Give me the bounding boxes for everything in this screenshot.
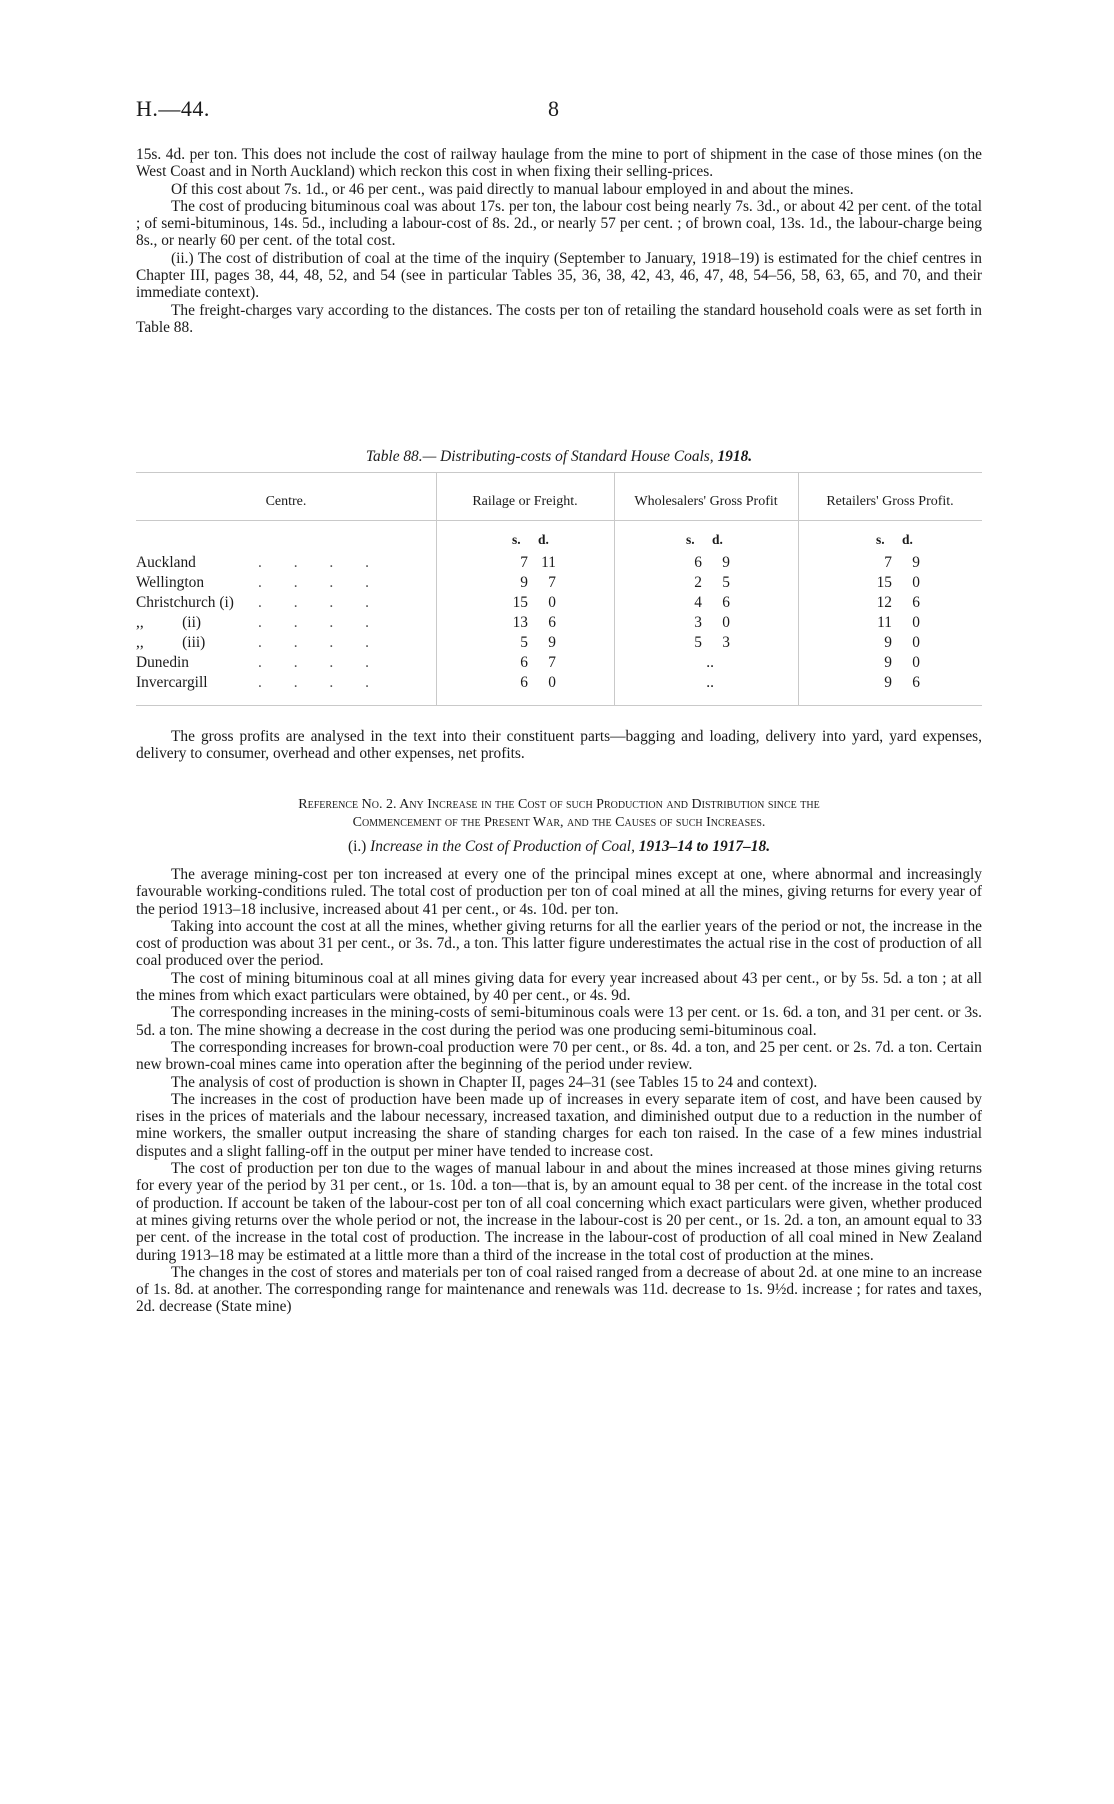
- unit-pence: d.: [712, 532, 723, 547]
- cell-centre: Auckland: [136, 554, 196, 571]
- main-text: [136, 866, 982, 1316]
- cell-rail-s: 7: [520, 554, 528, 571]
- cell-rail-s: 5: [520, 634, 528, 651]
- leader-dots: . . . .: [258, 574, 383, 591]
- table-header-rule: [136, 520, 982, 521]
- paragraph: The increases in the cost of production have been made up of increases in every separate item of cost, and have been caused by rises in the prices of materials and the labour necessary, increased taxation, and diminished output due to a reduction in the number of mine workers, the smaller output increasing the share of standing charges for each ton raised. In the case of a few mines industrial disputes and a slight falling-off in the output per miner have tended to increase cost.: [136, 1090, 982, 1160]
- leader-dots: . . . .: [258, 654, 383, 671]
- cell-whole-s: 2: [694, 574, 702, 591]
- cell-retail-d: 9: [912, 554, 920, 571]
- reference-subheading: [136, 838, 982, 856]
- cell-whole-s: 4: [694, 594, 702, 611]
- table-row: [136, 634, 982, 652]
- paragraph: The freight-charges vary according to the distances. The costs per ton of retailing the standard household coals were as set forth in Table 88.: [136, 301, 982, 336]
- cell-rail-d: 9: [548, 634, 556, 651]
- table-row: [136, 614, 982, 632]
- cell-whole-d: 6: [722, 594, 730, 611]
- cell-whole-s: 3: [694, 614, 702, 631]
- leader-dots: . . . .: [258, 594, 383, 611]
- subheading-number: (i.): [347, 838, 367, 855]
- subheading-title: Increase in the Cost of Production of Coal,: [370, 838, 635, 855]
- paragraph: The gross profits are analysed in the text into their constituent parts—bagging and loading, delivery into yard, yard expenses, delivery to consumer, overhead and other expenses, net profits.: [136, 728, 982, 763]
- table-row: [136, 654, 982, 672]
- cell-retail-d: 0: [912, 634, 920, 651]
- paragraph: The cost of mining bituminous coal at all mines giving data for every year increased about 43 per cent., or by 5s. 5d. a ton ; at all the mines from which exact particulars were obtained, by 40 per cent., or 4s. 9d.: [136, 969, 982, 1005]
- cell-rail-s: 15: [512, 594, 528, 611]
- cell-whole-s: 5: [694, 634, 702, 651]
- table-row: [136, 674, 982, 692]
- cell-rail-s: 6: [520, 674, 528, 691]
- unit-pence: d.: [902, 532, 913, 547]
- paragraph: The average mining-cost per ton increased at every one of the principal mines except at one, where abnormal and increasingly favourable working-conditions ruled. The total cost of production per ton of coal mined at all the mines, giving returns for every year of the period 1913–18 inclusive, increased about 41 per cent., or 4s. 10d. per ton.: [136, 866, 982, 918]
- intro-text: [136, 146, 982, 336]
- table-row: [136, 594, 982, 612]
- leader-dots: . . . .: [258, 614, 383, 631]
- cell-retail-d: 6: [912, 594, 920, 611]
- cell-rail-d: 7: [548, 654, 556, 671]
- cell-centre: ,, (ii): [136, 614, 201, 631]
- cell-rail-d: 0: [548, 594, 556, 611]
- unit-pence: d.: [538, 532, 549, 547]
- paragraph: The analysis of cost of production is shown in Chapter II, pages 24–31 (see Tables 15 to 24 and context).: [171, 1073, 818, 1091]
- cell-rail-d: 0: [548, 674, 556, 691]
- table-title: [136, 448, 982, 466]
- leader-dots: . . . .: [258, 674, 383, 691]
- cell-retail-s: 9: [884, 654, 892, 671]
- cell-rail-d: 6: [548, 614, 556, 631]
- table-bottom-rule: [136, 705, 982, 706]
- paragraph: Of this cost about 7s. 1d., or 46 per cent., was paid directly to manual labour employed in and about the mines.: [171, 180, 854, 198]
- running-head: H.—44.: [136, 96, 210, 121]
- cell-whole-s: 6: [694, 554, 702, 571]
- cell-whole-d: 9: [722, 554, 730, 571]
- paragraph: (ii.) The cost of distribution of coal at the time of the inquiry (September to January, 1918–19) is estimated for the chief centres in Chapter III, pages 38, 44, 48, 52, and 54 (see in particular Tables 35, 36, 38, 42, 43, 46, 47, 48, 54–56, 58, 63, 65, and 70, and their immediate context).: [136, 249, 982, 302]
- cell-centre: Dunedin: [136, 654, 190, 671]
- paragraph: The cost of producing bituminous coal was about 17s. per ton, the labour cost being nearly 7s. 3d., or about 42 per cent. of the total ; of semi-bituminous, 14s. 5d., including a labour-cost of 8s. 2d., or nearly 57 per cent. ; of brown coal, 13s. 1d., the labour-charge being 8s., or nearly 60 per cent. of the total cost.: [136, 197, 982, 250]
- cell-retail-s: 12: [876, 594, 892, 611]
- cell-retail-d: 0: [912, 574, 920, 591]
- column-header-retailers: Retailers' Gross Profit.: [826, 494, 954, 509]
- paragraph: Taking into account the cost at all the mines, whether giving returns for all the earlier years of the period or not, the increase in the cost of production was about 31 per cent., or 3s. 7d., a ton. This latter figure underestimates the actual rise in the cost of production of all coal produced over the period.: [136, 917, 982, 970]
- table-title-year: 1918.: [717, 448, 753, 465]
- cell-retail-s: 9: [884, 634, 892, 651]
- cell-centre: ,, (iii): [136, 634, 206, 651]
- column-header-railage: Railage or Freight.: [472, 494, 578, 509]
- reference-heading: [136, 796, 982, 832]
- cell-whole-d: 5: [722, 574, 730, 591]
- leader-dots: . . . .: [258, 554, 383, 571]
- table-note: [136, 728, 982, 763]
- cell-rail-d: 7: [548, 574, 556, 591]
- cell-retail-s: 7: [884, 554, 892, 571]
- cell-retail-s: 11: [877, 614, 892, 631]
- cell-retail-d: 6: [912, 674, 920, 691]
- cell-rail-s: 6: [520, 654, 528, 671]
- paragraph: The corresponding increases for brown-coal production were 70 per cent., or 8s. 4d. a ton, and 25 per cent. or 2s. 7d. a ton. Certain new brown-coal mines came into operation after the beginning of the period under review.: [136, 1038, 982, 1074]
- cell-retail-d: 0: [912, 654, 920, 671]
- cell-whole-d: 0: [722, 614, 730, 631]
- cell-centre: Invercargill: [136, 674, 208, 691]
- cell-rail-s: 13: [512, 614, 528, 631]
- column-header-wholesalers: Wholesalers' Gross Profit: [634, 494, 778, 509]
- table-row: [136, 574, 982, 592]
- cell-whole-s: ..: [706, 674, 714, 691]
- paragraph: 15s. 4d. per ton. This does not include the cost of railway haulage from the mine to port of shipment in the case of those mines (on the West Coast and in North Auckland) which reckon this cost in when fixing their selling-prices.: [136, 146, 982, 181]
- cell-retail-s: 9: [884, 674, 892, 691]
- unit-shillings: s.: [512, 532, 521, 547]
- subheading-years: 1913–14 to 1917–18.: [638, 838, 771, 855]
- column-header-centre: Centre.: [265, 494, 307, 509]
- unit-shillings: s.: [686, 532, 695, 547]
- cell-centre: Wellington: [136, 574, 205, 591]
- leader-dots: . . . .: [258, 634, 383, 651]
- table-title-text: Table 88.— Distributing-costs of Standard House Coals,: [365, 448, 714, 465]
- table-top-rule: [136, 472, 982, 473]
- paragraph: The cost of production per ton due to the wages of manual labour in and about the mines increased at those mines giving returns for every year of the period by 31 per cent., or 1s. 10d. a ton—that is, by an amount equal to 38 per cent. of the increase in the total cost of production. If account be taken of the labour-cost per ton of all coal concerning which exact particulars were given, whether produced at mines giving returns over the whole period or not, the increase in the labour-cost is 20 per cent., or 1s. 2d. a ton, an amount equal to 33 per cent. of the increase in the total cost of production. The increase in the labour-cost of production of all coal mined in New Zealand during 1913–18 may be estimated at a little more than a third of the increase in the total cost of production at the mines.: [136, 1160, 982, 1264]
- reference-heading-line: Reference No. 2. Any Increase in the Cost of such Production and Distribution since the: [298, 797, 820, 812]
- cell-retail-s: 15: [876, 574, 892, 591]
- reference-heading-line: Commencement of the Present War, and the Causes of such Increases.: [352, 815, 766, 830]
- page-number: 8: [548, 96, 559, 121]
- paragraph: The corresponding increases in the mining-costs of semi-bituminous coals were 13 per cent. or 1s. 6d. a ton, and 31 per cent. or 3s. 5d. a ton. The mine showing a decrease in the cost during the period was one producing semi-bituminous coal.: [136, 1004, 982, 1039]
- cell-retail-d: 0: [912, 614, 920, 631]
- paragraph: The changes in the cost of stores and materials per ton of coal raised ranged from a decrease of about 2d. at one mine to an increase of 1s. 8d. at another. The corresponding range for maintenance and renewals was 11d. decrease to 1s. 9½d. increase ; for rates and taxes, 2d. decrease (State mine): [136, 1263, 982, 1316]
- cell-whole-d: 3: [722, 634, 730, 651]
- cell-rail-s: 9: [520, 574, 528, 591]
- cell-whole-s: ..: [706, 654, 714, 671]
- table-row: [136, 554, 982, 572]
- unit-shillings: s.: [876, 532, 885, 547]
- cell-rail-d: 11: [541, 554, 556, 571]
- cell-centre: Christchurch (i): [136, 594, 234, 611]
